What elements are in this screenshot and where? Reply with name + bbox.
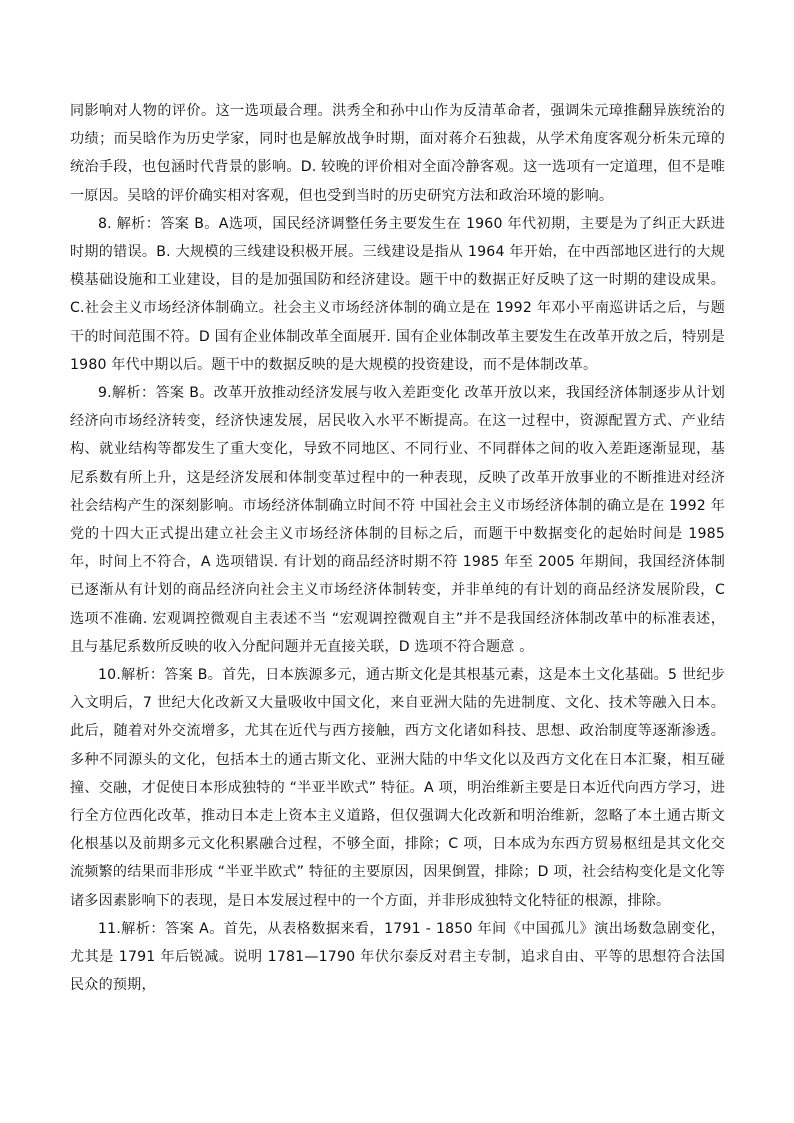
paragraph-answer-11: 11.解析：答案 A。首先，从表格数据来看，1791 - 1850 年间《中国孤儿》演出场数急剧变化，尤其是 1791 年后锐减。说明 1781—1790 年伏尔泰反对君主专制，追求自由、平等的思想符合法国民众的预期，	[70, 920, 725, 994]
paragraph-answer-10: 10.解析：答案 B。首先，日本族源多元，通古斯文化是其根基元素，这是本土文化基础。5 世纪步入文明后，7 世纪大化改新又大量吸收中国文化，来自亚洲大陆的先进制度、文化、技术等融入日本。此后，随着对外交流增多，尤其在近代与西方接触，西方文化诸如科技、思想、政治制度等逐渐渗透。多种不同源头的文化，包括本土的通古斯文化、亚洲大陆的中华文化以及西方文化在日本汇聚，相互碰撞、交融，才促使日本形成独特的 “半亚半欧式” 特征。A 项，明治维新主要是日本近代向西方学习，进行全方位西化改革，推动日本走上资本主义道路，但仅强调大化改新和明治维新，忽略了本土通古斯文化根基以及前期多元文化积累融合过程，不够全面，排除；C 项，日本成为东西方贸易枢纽是其文化交流频繁的结果而非形成 “半亚半欧式” 特征的主要原因，因果倒置，排除；D 项，社会结构变化是文化等诸多因素影响下的表现，是日本发展过程中的一个方面，并非形成独特文化特征的根源，排除。	[70, 667, 725, 909]
paragraph-continuation: 同影响对人物的评价。这一选项最合理。洪秀全和孙中山作为反清革命者，强调朱元璋推翻异族统治的功绩；而吴晗作为历史学家，同时也是解放战争时期，面对蒋介石独裁，从学术角度客观分析朱元璋的统治手段，也包涵时代背景的影响。D. 较晚的评价相对全面冷静客观。这一选项有一定道理，但不是唯一原因。吴晗的评价确实相对客观，但也受到当时的历史研究方法和政治环境的影响。	[70, 103, 725, 204]
document-page	[70, 97, 725, 1000]
paragraph-answer-9: 9.解析：答案 B。改革开放推动经济发展与收入差距变化 改革开放以来，我国经济体制逐步从计划经济向市场经济转变，经济快速发展，居民收入水平不断提高。在这一过程中，资源配置方式、产业结构、就业结构等都发生了重大变化，导致不同地区、不同行业、不同群体之间的收入差距逐渐显现，基尼系数有所上升，这是经济发展和体制变革过程中的一种表现，反映了改革开放事业的不断推进对经济社会结构产生的深刻影响。市场经济体制确立时间不符 中国社会主义市场经济体制的确立是在 1992 年党的十四大正式提出建立社会主义市场经济体制的目标之后，而题干中数据变化的起始时间是 1985 年，时间上不符合，A 选项错误. 有计划的商品经济时期不符 1985 年至 2005 年期间，我国经济体制已逐渐从有计划的商品经济向社会主义市场经济体制转变，并非单纯的有计划的商品经济发展阶段，C 选项不准确. 宏观调控微观自主表述不当 “宏观调控微观自主”并不是我国经济体制改革中的标准表述，且与基尼系数所反映的收入分配问题并无直接关联，D 选项不符合题意 。	[70, 385, 725, 655]
paragraph-answer-8: 8. 解析：答案 B。A选项，国民经济调整任务主要发生在 1960 年代初期，主要是为了纠正大跃进时期的错误。B. 大规模的三线建设积极开展。三线建设是指从 1964 年开始，在中西部地区进行的大规模基础设施和工业建设，目的是加强国防和经济建设。题干中的数据正好反映了这一时期的建设成果。C.社会主义市场经济体制确立。社会主义市场经济体制的确立是在 1992 年邓小平南巡讲话之后，与题干的时间范围不符。D 国有企业体制改革全面展开. 国有企业体制改革主要发生在改革开放之后，特别是 1980 年代中期以后。题干中的数据反映的是大规模的投资建设，而不是体制改革。	[70, 215, 725, 373]
